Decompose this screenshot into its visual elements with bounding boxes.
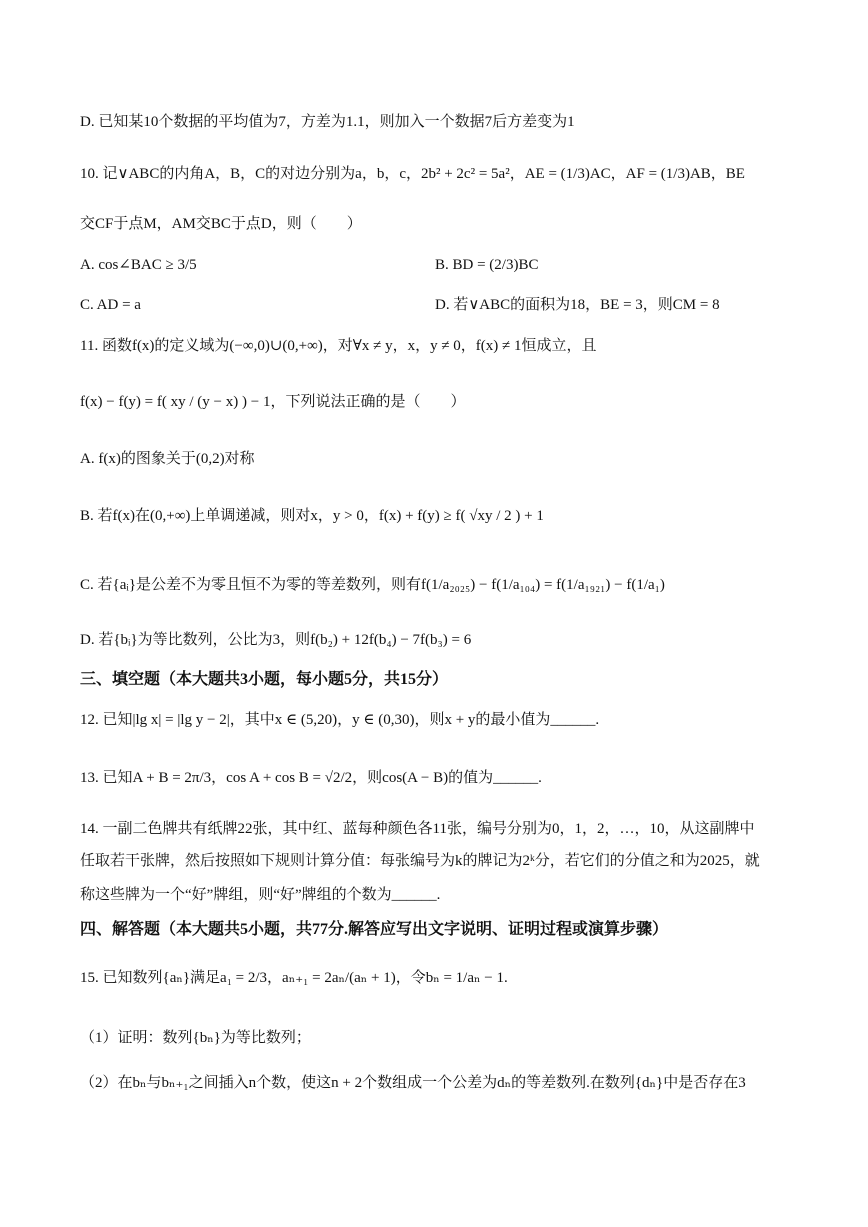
q9-option-d: D. 已知某10个数据的平均值为7，方差为1.1，则加入一个数据7后方差变为1 xyxy=(80,114,575,130)
q10-option-a: A. cos∠BAC ≥ 3/5 xyxy=(80,257,197,273)
q12-text: 12. 已知|lg x| = |lg y − 2|，其中x ∈ (5,20)，y ∈ (0,30)，则x + y的最小值为______. xyxy=(80,712,600,728)
q11-stem-line1: 11. 函数f(x)的定义域为(−∞,0)∪(0,+∞)，对∀x ≠ y，x，y ≠ 0，f(x) ≠ 1恒成立，且 xyxy=(80,338,597,354)
q10-option-d: D. 若∨ABC的面积为18，BE = 3，则CM = 8 xyxy=(435,297,720,313)
q11-option-b: B. 若f(x)在(0,+∞)上单调递减，则对x，y > 0，f(x) + f(y) ≥ f( √xy / 2 ) + 1 xyxy=(80,508,544,524)
q14-line1: 14. 一副二色牌共有纸牌22张，其中红、蓝每种颜色各11张，编号分别为0，1，2，…，10，从这副牌中 xyxy=(80,821,755,837)
q10-option-b: B. BD = (2/3)BC xyxy=(435,257,539,273)
q14-line3: 称这些牌为一个“好”牌组，则“好”牌组的个数为______. xyxy=(80,887,441,903)
q10-stem-line1: 10. 记∨ABC的内角A，B，C的对边分别为a，b，c，2b² + 2c² = 5a²，AE = (1/3)AC，AF = (1/3)AB，BE xyxy=(80,166,745,182)
q14-line2: 任取若干张牌，然后按照如下规则计算分值：每张编号为k的牌记为2ᵏ分，若它们的分值之和为2025，就 xyxy=(80,853,760,869)
q11-option-c: C. 若{aᵢ}是公差不为零且恒不为零的等差数列，则有f(1/a₂₀₂₅) − f(1/a₁₀₄) = f(1/a₁₉₂₁) − f(1/a₁) xyxy=(80,577,665,593)
q10-option-c: C. AD = a xyxy=(80,297,141,313)
q13-text: 13. 已知A + B = 2π/3，cos A + cos B = √2/2，则cos(A − B)的值为______. xyxy=(80,770,542,786)
q15-part2: （2）在bₙ与bₙ₊₁之间插入n个数，使这n + 2个数组成一个公差为dₙ的等差数列.在数列{dₙ}中是否存在3 xyxy=(80,1075,746,1091)
q15-stem: 15. 已知数列{aₙ}满足a₁ = 2/3，aₙ₊₁ = 2aₙ/(aₙ + 1)，令bₙ = 1/aₙ − 1. xyxy=(80,970,508,986)
q11-option-d: D. 若{bᵢ}为等比数列，公比为3，则f(b₂) + 12f(b₄) − 7f(b₃) = 6 xyxy=(80,632,472,648)
q11-option-a: A. f(x)的图象关于(0,2)对称 xyxy=(80,451,255,467)
q11-stem-line2: f(x) − f(y) = f( xy / (y − x) ) − 1，下列说法正确的是（ ） xyxy=(80,394,466,410)
q10-stem-line2: 交CF于点M，AM交BC于点D，则（ ） xyxy=(80,216,362,232)
section4-heading: 四、解答题（本大题共5小题，共77分.解答应写出文字说明、证明过程或演算步骤） xyxy=(80,921,669,938)
q15-part1: （1）证明：数列{bₙ}为等比数列； xyxy=(80,1030,311,1046)
section3-heading: 三、填空题（本大题共3小题，每小题5分，共15分） xyxy=(80,671,449,688)
